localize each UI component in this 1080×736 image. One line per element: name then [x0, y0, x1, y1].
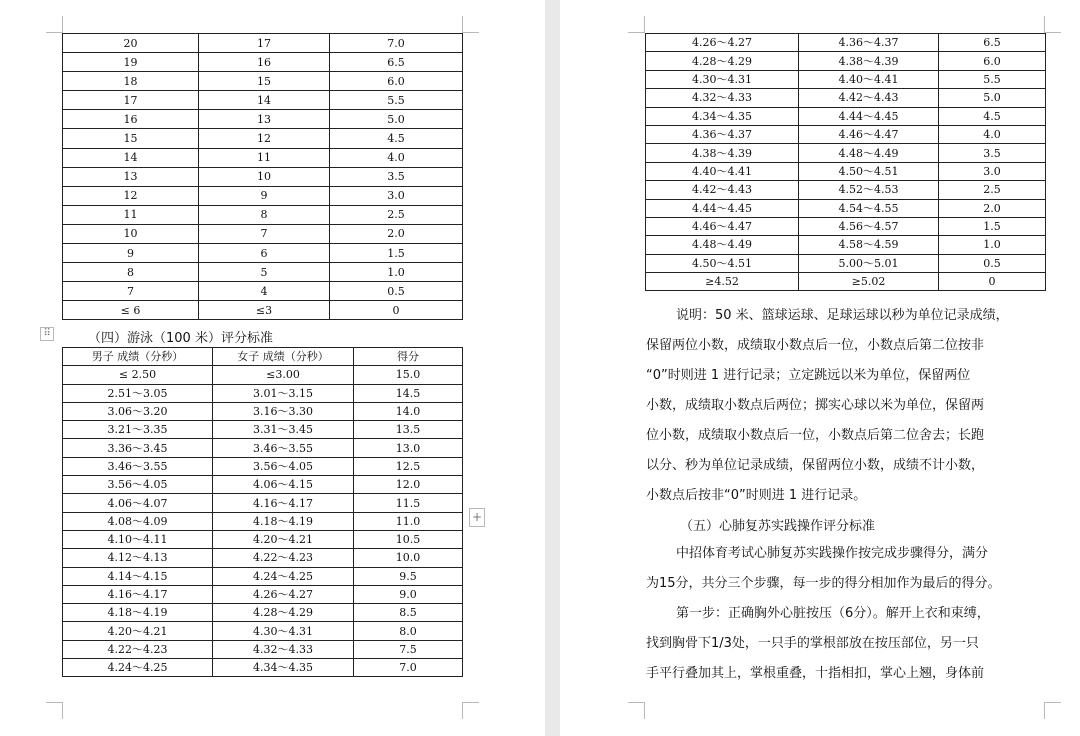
- table-cell: 4.32～4.33: [213, 640, 354, 658]
- table-cell: 3.46～3.55: [63, 457, 213, 475]
- header-cell-score: 得分: [354, 348, 463, 366]
- table-cell: 14: [63, 148, 199, 167]
- table-move-handle-icon[interactable]: ⠿: [40, 327, 54, 341]
- table-row: [646, 199, 1046, 217]
- table-cell: 2.5: [330, 205, 463, 224]
- table-cell: 5.0: [330, 110, 463, 129]
- table-row: [63, 110, 463, 129]
- paragraph-line: 找到胸骨下1/3处，一只手的掌根部放在按压部位，另一只: [646, 636, 979, 651]
- table-cell: 13: [63, 167, 199, 186]
- table-cell: ≥5.02: [799, 273, 939, 291]
- crop-mark: [46, 16, 63, 33]
- table-row: [646, 273, 1046, 291]
- header-cell-male: 男子 成绩（分秒）: [63, 348, 213, 366]
- swimming-score-table-continued: [645, 33, 1046, 291]
- table-cell: 7: [63, 282, 199, 301]
- table-header-row: [63, 348, 463, 366]
- table-cell: 4.34～4.35: [213, 659, 354, 677]
- table-cell: 5.0: [939, 89, 1046, 107]
- table-row: [63, 301, 463, 320]
- table-cell: 3.31～3.45: [213, 421, 354, 439]
- table-row: [646, 162, 1046, 180]
- table-cell: 16: [199, 53, 330, 72]
- table-cell: 4.30～4.31: [646, 70, 799, 88]
- table-row: [63, 263, 463, 282]
- table-cell: 2.5: [939, 181, 1046, 199]
- table-cell: 9.0: [354, 585, 463, 603]
- table-cell: 7: [199, 224, 330, 243]
- table-row: [63, 421, 463, 439]
- paragraph-line: 以分、秒为单位记录成绩，保留两位小数，成绩不计小数，: [646, 458, 985, 473]
- header-cell-female: 女子 成绩（分秒）: [213, 348, 354, 366]
- table-cell: 20: [63, 34, 199, 53]
- table-cell: 14.5: [354, 384, 463, 402]
- table-cell: 7.0: [354, 659, 463, 677]
- table-cell: 4.36～4.37: [646, 125, 799, 143]
- table-cell: 5.5: [330, 91, 463, 110]
- table-cell: 4.18～4.19: [213, 512, 354, 530]
- table-cell: 4.06～4.15: [213, 476, 354, 494]
- add-row-plus-icon[interactable]: +: [469, 508, 485, 527]
- table-cell: 10.5: [354, 530, 463, 548]
- table-cell: 13: [199, 110, 330, 129]
- table-row: [63, 282, 463, 301]
- table-cell: 3.46～3.55: [213, 439, 354, 457]
- table-cell: ≤3.00: [213, 366, 354, 384]
- table-row: [63, 640, 463, 658]
- table-row: [63, 244, 463, 263]
- table-cell: 8: [63, 263, 199, 282]
- table-cell: 2.0: [330, 224, 463, 243]
- table-cell: 4.0: [939, 125, 1046, 143]
- table-cell: 4.40～4.41: [799, 70, 939, 88]
- table-cell: 10: [199, 167, 330, 186]
- table-cell: 3.5: [330, 167, 463, 186]
- table-row: [63, 53, 463, 72]
- table-row: [63, 549, 463, 567]
- table-cell: 4.42～4.43: [646, 181, 799, 199]
- table-row: [63, 530, 463, 548]
- table-cell: 11.0: [354, 512, 463, 530]
- table-cell: 1.5: [330, 244, 463, 263]
- table-row: [63, 205, 463, 224]
- table-cell: 15.0: [354, 366, 463, 384]
- table-cell: 4.16～4.17: [63, 585, 213, 603]
- paragraph-line: 为15分，共分三个步骤，每一步的得分相加作为最后的得分。: [646, 576, 1001, 591]
- section-heading-cpr: （五）心肺复苏实践操作评分标准: [680, 519, 876, 534]
- table-row: [63, 384, 463, 402]
- table-cell: ≤ 6: [63, 301, 199, 320]
- table-row: [63, 72, 463, 91]
- table-cell: 10: [63, 224, 199, 243]
- table-cell: 15: [63, 129, 199, 148]
- table-row: [63, 366, 463, 384]
- table-cell: 4.20～4.21: [213, 530, 354, 548]
- table-row: [63, 91, 463, 110]
- table-cell: 12.5: [354, 457, 463, 475]
- table-cell: 9: [63, 244, 199, 263]
- table-row: [63, 585, 463, 603]
- table-cell: 6.5: [330, 53, 463, 72]
- table-cell: 2.51～3.05: [63, 384, 213, 402]
- table-row: [646, 34, 1046, 52]
- table-cell: 5: [199, 263, 330, 282]
- paragraph-line: 小数，成绩取小数点后两位；掷实心球以米为单位，保留两: [646, 398, 985, 413]
- table-cell: 4.32～4.33: [646, 89, 799, 107]
- table-cell: 4.38～4.39: [646, 144, 799, 162]
- table-row: [63, 476, 463, 494]
- table-cell: 10.0: [354, 549, 463, 567]
- table-cell: 11.5: [354, 494, 463, 512]
- table-cell: 1.0: [330, 263, 463, 282]
- table-cell: 4.52～4.53: [799, 181, 939, 199]
- crop-mark: [628, 702, 645, 719]
- table-cell: 5.00～5.01: [799, 254, 939, 272]
- table-cell: 3.01～3.15: [213, 384, 354, 402]
- table-cell: 4.22～4.23: [63, 640, 213, 658]
- table-cell: 4: [199, 282, 330, 301]
- table-cell: 4.46～4.47: [646, 217, 799, 235]
- paragraph-line: 手平行叠加其上，掌根重叠，十指相扣，掌心上翘，身体前: [646, 666, 985, 681]
- table-row: [63, 512, 463, 530]
- table-cell: 4.06～4.07: [63, 494, 213, 512]
- table-row: [63, 567, 463, 585]
- table-cell: 3.0: [330, 186, 463, 205]
- table-row: [63, 34, 463, 53]
- table-cell: 9: [199, 186, 330, 205]
- table-cell: 4.18～4.19: [63, 604, 213, 622]
- table-cell: 4.28～4.29: [646, 52, 799, 70]
- table-row: [63, 224, 463, 243]
- table-cell: 3.56～4.05: [63, 476, 213, 494]
- table-cell: 4.0: [330, 148, 463, 167]
- paragraph-line: 保留两位小数，成绩取小数点后一位，小数点后第二位按非: [646, 338, 985, 353]
- table-cell: 4.28～4.29: [213, 604, 354, 622]
- paragraph-line: 小数点后按非“0”时则进 1 进行记录。: [646, 488, 867, 503]
- crop-mark: [46, 702, 63, 719]
- table-row: [63, 622, 463, 640]
- score-table-continued: [62, 33, 463, 320]
- table-cell: 4.54～4.55: [799, 199, 939, 217]
- table-cell: ≤ 2.50: [63, 366, 213, 384]
- table-cell: 4.16～4.17: [213, 494, 354, 512]
- table-row: [63, 457, 463, 475]
- table-cell: 4.22～4.23: [213, 549, 354, 567]
- table-cell: 6.5: [939, 34, 1046, 52]
- table-cell: 8: [199, 205, 330, 224]
- table-cell: 3.06～3.20: [63, 402, 213, 420]
- table-cell: ≤3: [199, 301, 330, 320]
- table-cell: 4.56～4.57: [799, 217, 939, 235]
- table-row: [646, 181, 1046, 199]
- table-cell: 15: [199, 72, 330, 91]
- table-cell: 4.30～4.31: [213, 622, 354, 640]
- table-cell: 4.08～4.09: [63, 512, 213, 530]
- table-row: [646, 125, 1046, 143]
- table-cell: 4.26～4.27: [213, 585, 354, 603]
- table-cell: 12: [63, 186, 199, 205]
- table-cell: 4.38～4.39: [799, 52, 939, 70]
- table-cell: 17: [199, 34, 330, 53]
- table-cell: 4.12～4.13: [63, 549, 213, 567]
- table-cell: 4.5: [939, 107, 1046, 125]
- table-cell: ≥4.52: [646, 273, 799, 291]
- table-row: [646, 144, 1046, 162]
- table-cell: 18: [63, 72, 199, 91]
- table-row: [63, 604, 463, 622]
- paragraph-line: 位小数，成绩取小数点后一位，小数点后第二位舍去；长跑: [646, 428, 985, 443]
- table-cell: 4.46～4.47: [799, 125, 939, 143]
- table-cell: 12.0: [354, 476, 463, 494]
- table-cell: 14: [199, 91, 330, 110]
- table-cell: 4.34～4.35: [646, 107, 799, 125]
- table-cell: 4.24～4.25: [63, 659, 213, 677]
- table-cell: 4.26～4.27: [646, 34, 799, 52]
- table-row: [63, 148, 463, 167]
- table-row: [646, 254, 1046, 272]
- table-cell: 4.24～4.25: [213, 567, 354, 585]
- table-row: [63, 659, 463, 677]
- table-cell: 3.16～3.30: [213, 402, 354, 420]
- table-cell: 7.0: [330, 34, 463, 53]
- table-cell: 4.48～4.49: [646, 236, 799, 254]
- table-cell: 4.50～4.51: [799, 162, 939, 180]
- table-row: [63, 439, 463, 457]
- table-cell: 17: [63, 91, 199, 110]
- table-row: [646, 107, 1046, 125]
- table-cell: 0: [939, 273, 1046, 291]
- crop-mark: [462, 702, 479, 719]
- table-cell: 11: [63, 205, 199, 224]
- table-cell: 12: [199, 129, 330, 148]
- table-cell: 8.0: [354, 622, 463, 640]
- crop-mark: [462, 16, 479, 33]
- paragraph-line: 第一步：正确胸外心脏按压（6分）。解开上衣和束缚，: [676, 606, 990, 621]
- table-row: [63, 186, 463, 205]
- table-cell: 4.5: [330, 129, 463, 148]
- table-cell: 6: [199, 244, 330, 263]
- swimming-score-table: [62, 347, 463, 677]
- table-cell: 2.0: [939, 199, 1046, 217]
- table-cell: 4.14～4.15: [63, 567, 213, 585]
- table-cell: 1.5: [939, 217, 1046, 235]
- table-cell: 4.20～4.21: [63, 622, 213, 640]
- table-cell: 16: [63, 110, 199, 129]
- table-cell: 8.5: [354, 604, 463, 622]
- table-cell: 4.48～4.49: [799, 144, 939, 162]
- table-row: [646, 236, 1046, 254]
- table-cell: 13.0: [354, 439, 463, 457]
- table-row: [63, 494, 463, 512]
- table-row: [646, 70, 1046, 88]
- table-row: [646, 89, 1046, 107]
- table-cell: 14.0: [354, 402, 463, 420]
- table-row: [646, 52, 1046, 70]
- table-row: [63, 402, 463, 420]
- table-cell: 0: [330, 301, 463, 320]
- table-cell: 6.0: [330, 72, 463, 91]
- table-cell: 4.44～4.45: [799, 107, 939, 125]
- table-cell: 19: [63, 53, 199, 72]
- table-cell: 6.0: [939, 52, 1046, 70]
- table-cell: 1.0: [939, 236, 1046, 254]
- table-cell: 4.44～4.45: [646, 199, 799, 217]
- table-cell: 7.5: [354, 640, 463, 658]
- table-cell: 9.5: [354, 567, 463, 585]
- table-row: [63, 129, 463, 148]
- crop-mark: [628, 16, 645, 33]
- table-row: [63, 167, 463, 186]
- table-cell: 4.40～4.41: [646, 162, 799, 180]
- table-cell: 4.58～4.59: [799, 236, 939, 254]
- table-cell: 3.21～3.35: [63, 421, 213, 439]
- table-cell: 3.5: [939, 144, 1046, 162]
- paragraph-line: 说明：50 米、篮球运球、足球运球以秒为单位记录成绩，: [676, 308, 1009, 323]
- table-cell: 0.5: [330, 282, 463, 301]
- table-cell: 3.56～4.05: [213, 457, 354, 475]
- table-cell: 3.36～3.45: [63, 439, 213, 457]
- table-cell: 4.42～4.43: [799, 89, 939, 107]
- table-cell: 4.50～4.51: [646, 254, 799, 272]
- crop-mark: [1044, 16, 1061, 33]
- table-cell: 0.5: [939, 254, 1046, 272]
- section-heading-swimming: （四）游泳（100 米）评分标准: [88, 331, 273, 346]
- paragraph-line: “0”时则进 1 进行记录；立定跳远以米为单位，保留两位: [646, 368, 971, 383]
- table-cell: 4.10～4.11: [63, 530, 213, 548]
- table-cell: 4.36～4.37: [799, 34, 939, 52]
- table-cell: 3.0: [939, 162, 1046, 180]
- table-cell: 5.5: [939, 70, 1046, 88]
- table-cell: 11: [199, 148, 330, 167]
- paragraph-line: 中招体育考试心肺复苏实践操作按完成步骤得分，满分: [676, 546, 989, 561]
- crop-mark: [1044, 702, 1061, 719]
- table-row: [646, 217, 1046, 235]
- table-cell: 13.5: [354, 421, 463, 439]
